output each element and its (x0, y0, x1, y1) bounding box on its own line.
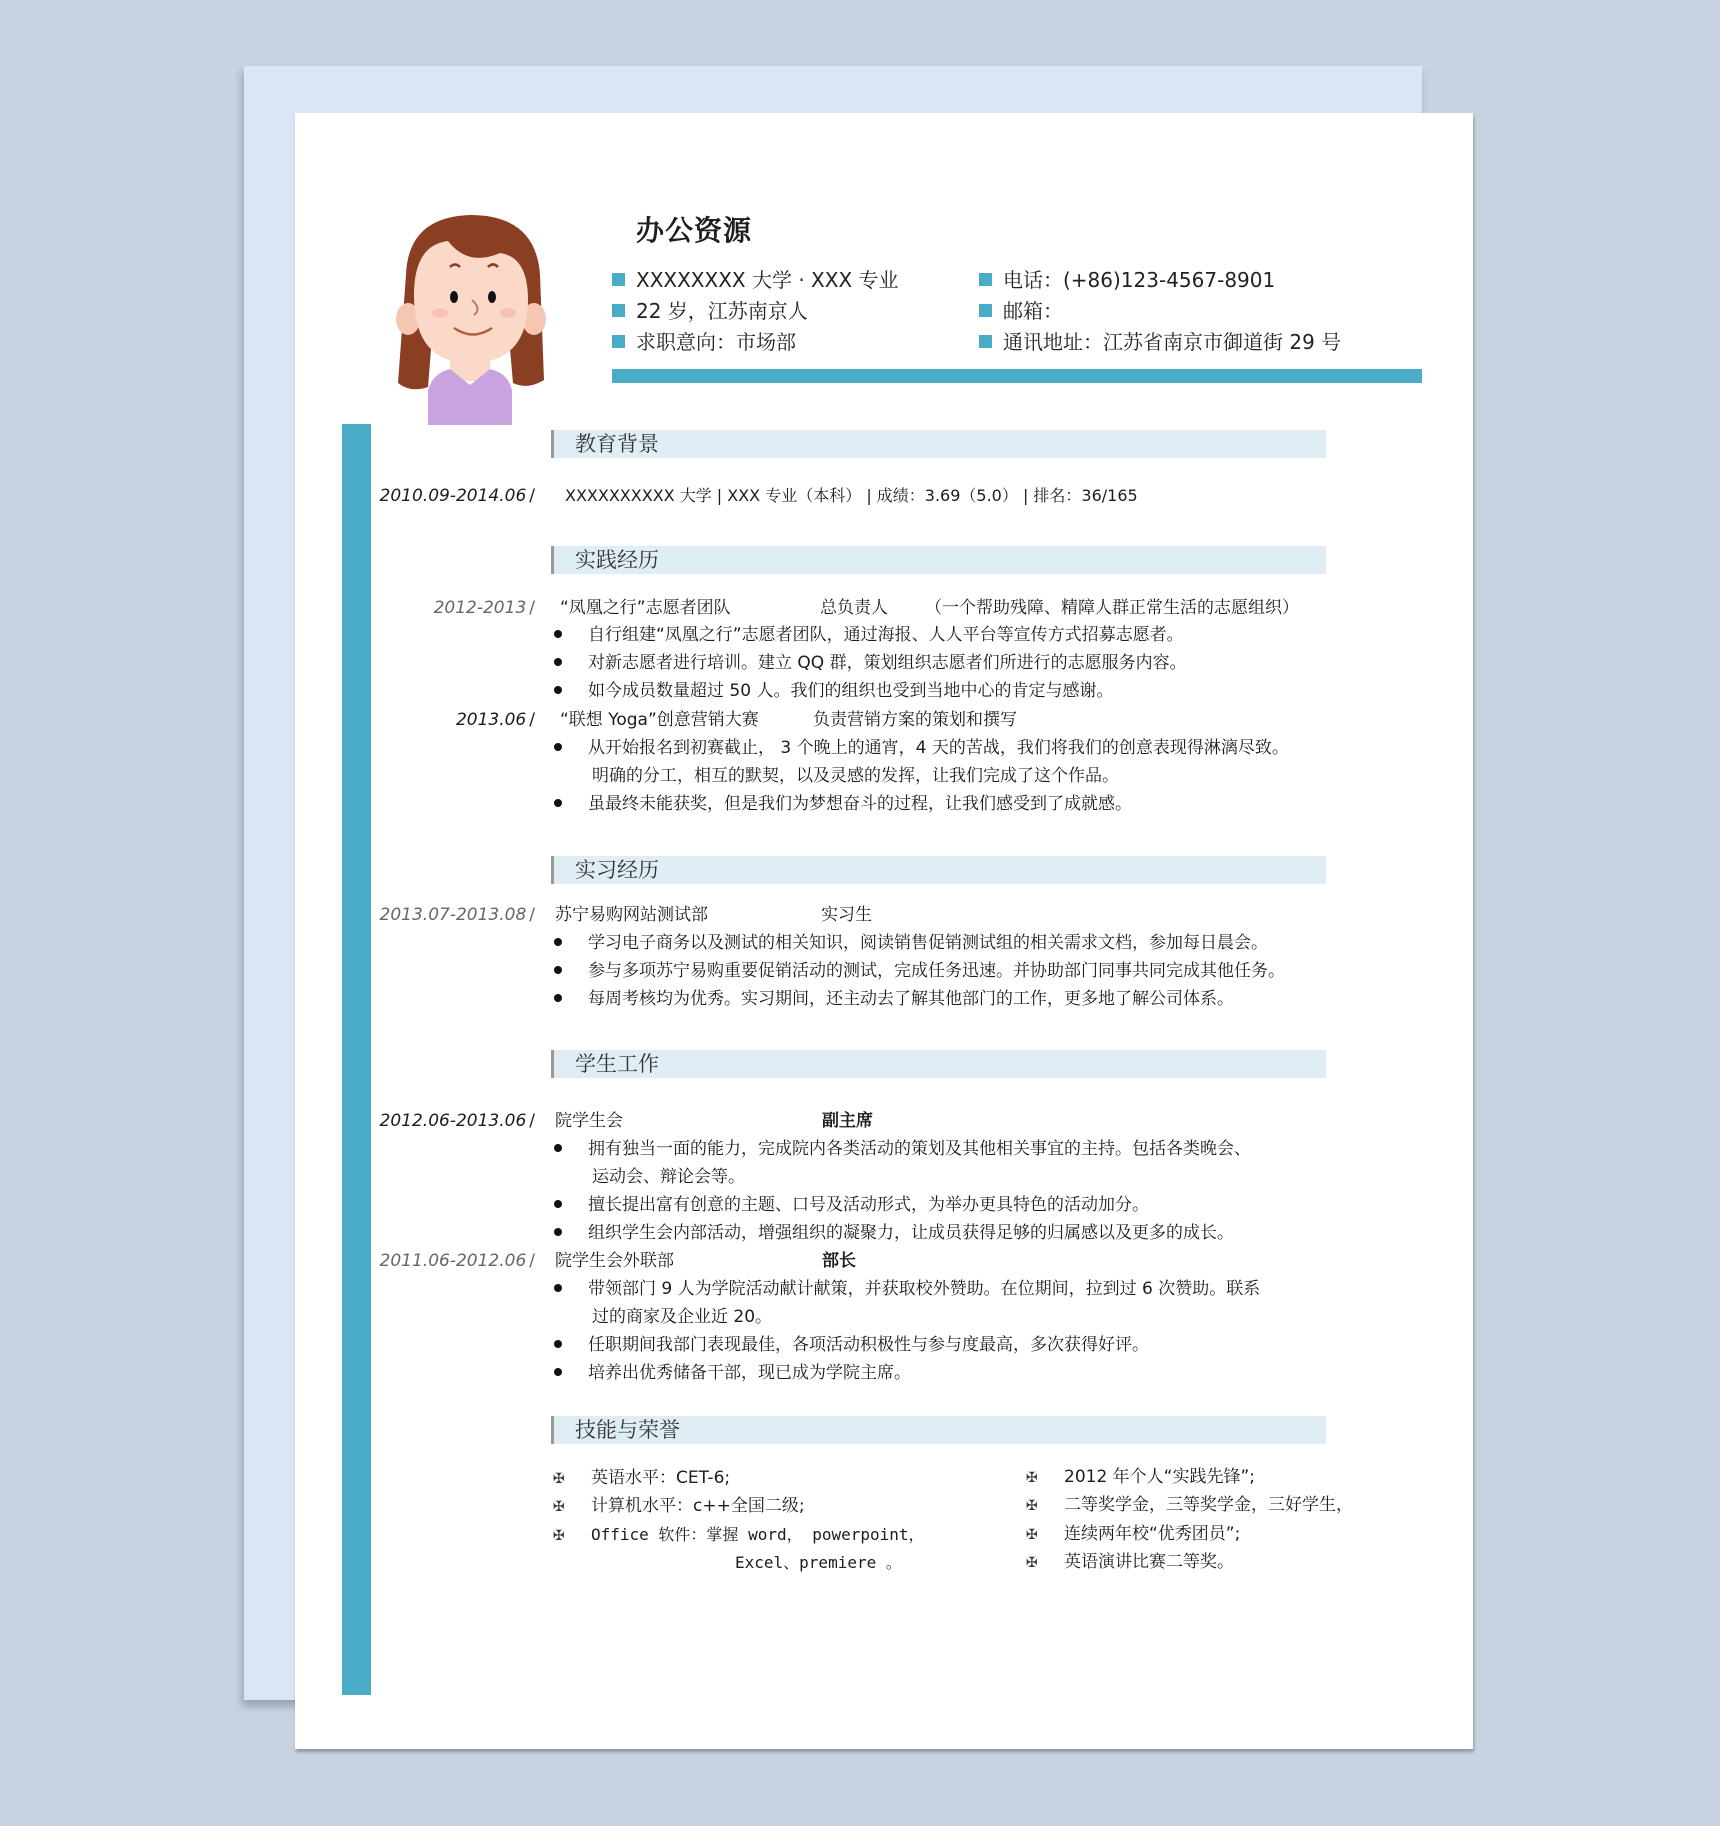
maltese-cross-icon: ✠ (553, 1528, 565, 1544)
honor-item: ✠ 英语演讲比赛二等奖。 (1026, 1552, 1234, 1572)
bullet-dot-icon (554, 799, 562, 807)
section-header-practice: 实践经历 (551, 546, 1326, 574)
bullet-dot-icon (554, 686, 562, 694)
section-header-internship: 实习经历 (551, 856, 1326, 884)
bullet-dot-icon (554, 1228, 562, 1236)
honor-item: ✠ 2012 年个人“实践先锋”; (1026, 1467, 1256, 1487)
list-item: 擅长提出富有创意的主题、口号及活动形式，为举办更具特色的活动加分。 (553, 1194, 1149, 1216)
bullet-dot-icon (554, 1340, 562, 1348)
section-header-education: 教育背景 (551, 430, 1326, 458)
student-work-date-2: 2011.06-2012.06 / (380, 1250, 535, 1272)
list-item: 虽最终未能获奖，但是我们为梦想奋斗的过程，让我们感受到了成就感。 (553, 793, 1132, 815)
list-item: 如今成员数量超过 50 人。我们的组织也受到当地中心的肯定与感谢。 (553, 680, 1113, 702)
practice-role-2: 负责营销方案的策划和撰写 (813, 710, 1017, 730)
education-detail: XXXXXXXXXX 大学 | XXX 专业（本科） | 成绩：3.69（5.0） | 排名：36/165 (565, 486, 1138, 505)
list-item: 培养出优秀储备干部，现已成为学院主席。 (553, 1362, 911, 1384)
list-item: 组织学生会内部活动，增强组织的凝聚力，让成员获得足够的归属感以及更多的成长。 (553, 1222, 1234, 1244)
skill-item: ✠ 英语水平：CET-6; (553, 1468, 731, 1488)
list-item: 对新志愿者进行培训。建立 QQ 群，策划组织志愿者们所进行的志愿服务内容。 (553, 652, 1187, 674)
internship-role: 实习生 (821, 905, 872, 925)
maltese-cross-icon: ✠ (1026, 1470, 1038, 1486)
list-item: 参与多项苏宁易购重要促销活动的测试，完成任务迅速。并协助部门同事共同完成其他任务。 (553, 960, 1285, 982)
personal-info-list (612, 264, 899, 357)
list-item-continuation: 运动会、辩论会等。 (592, 1167, 745, 1187)
info-item-education: XXXXXXXX 大学 · XXX 专业 (612, 264, 899, 295)
info-item-age-hometown: 22 岁，江苏南京人 (612, 295, 899, 326)
internship-date: 2013.07-2013.08 / (380, 904, 535, 926)
student-work-date-1: 2012.06-2013.06 / (380, 1110, 535, 1132)
contact-info-list (979, 264, 1341, 357)
bullet-dot-icon (554, 1144, 562, 1152)
bullet-dot-icon (554, 1200, 562, 1208)
practice-org-1: “凤凰之行”志愿者团队 (560, 598, 731, 618)
list-item: 每周考核均为优秀。实习期间，还主动去了解其他部门的工作，更多地了解公司体系。 (553, 988, 1234, 1010)
section-header-skills: 技能与荣誉 (551, 1416, 1326, 1444)
skill-item: ✠ 计算机水平：c++全国二级; (553, 1496, 805, 1516)
info-item-phone: 电话：(+86)123-4567-8901 (979, 264, 1341, 295)
info-item-job-intention: 求职意向：市场部 (612, 326, 899, 357)
square-bullet-icon (979, 273, 992, 286)
bullet-dot-icon (554, 743, 562, 751)
bullet-dot-icon (554, 938, 562, 946)
square-bullet-icon (612, 273, 625, 286)
maltese-cross-icon: ✠ (1026, 1555, 1038, 1571)
maltese-cross-icon: ✠ (553, 1499, 565, 1515)
list-item: 拥有独当一面的能力，完成院内各类活动的策划及其他相关事宜的主持。包括各类晚会、 (553, 1138, 1251, 1160)
bullet-dot-icon (554, 966, 562, 974)
maltese-cross-icon: ✠ (553, 1471, 565, 1487)
section-header-student-work: 学生工作 (551, 1050, 1326, 1078)
internship-org: 苏宁易购网站测试部 (555, 905, 708, 925)
list-item: 带领部门 9 人为学院活动献计献策，并获取校外赞助。在位期间，拉到过 6 次赞助。联系 (553, 1278, 1260, 1300)
square-bullet-icon (612, 304, 625, 317)
maltese-cross-icon: ✠ (1026, 1498, 1038, 1514)
list-item-continuation: 过的商家及企业近 20。 (592, 1307, 773, 1327)
list-item: 学习电子商务以及测试的相关知识，阅读销售促销测试组的相关需求文档，参加每日晨会。 (553, 932, 1268, 954)
square-bullet-icon (979, 304, 992, 317)
student-work-org-1: 院学生会 (555, 1111, 623, 1131)
candidate-name: 办公资源 (636, 214, 753, 247)
bullet-dot-icon (554, 630, 562, 638)
bullet-dot-icon (554, 994, 562, 1002)
avatar-illustration (388, 205, 553, 425)
square-bullet-icon (979, 335, 992, 348)
skill-item-continuation: Excel、premiere 。 (735, 1553, 902, 1572)
list-item: 自行组建“凤凰之行”志愿者团队，通过海报、人人平台等宣传方式招募志愿者。 (553, 624, 1184, 646)
practice-date-1: 2012-2013 / (434, 597, 535, 619)
maltese-cross-icon: ✠ (1026, 1527, 1038, 1543)
practice-org-2: “联想 Yoga”创意营销大赛 (560, 710, 759, 730)
square-bullet-icon (612, 335, 625, 348)
info-item-address: 通讯地址：江苏省南京市御道街 29 号 (979, 326, 1341, 357)
bullet-dot-icon (554, 658, 562, 666)
practice-note-1: （一个帮助残障、精障人群正常生活的志愿组织） (925, 598, 1299, 618)
student-work-org-2: 院学生会外联部 (555, 1251, 674, 1271)
left-accent-bar (342, 424, 371, 1695)
bullet-dot-icon (554, 1284, 562, 1292)
practice-date-2: 2013.06 / (456, 709, 535, 731)
header-divider (612, 369, 1422, 383)
list-item-continuation: 明确的分工，相互的默契，以及灵感的发挥，让我们完成了这个作品。 (592, 766, 1119, 786)
student-work-role-1: 副主席 (822, 1111, 873, 1131)
student-work-role-2: 部长 (822, 1251, 856, 1271)
list-item: 从开始报名到初赛截止， 3 个晚上的通宵，4 天的苦战，我们将我们的创意表现得淋漓尽致。 (553, 737, 1289, 759)
education-date: 2010.09-2014.06 / (380, 485, 535, 507)
practice-role-1: 总负责人 (820, 598, 888, 618)
honor-item: ✠ 二等奖学金，三等奖学金，三好学生， (1026, 1495, 1353, 1515)
bullet-dot-icon (554, 1368, 562, 1376)
skill-item: ✠ Office 软件：掌握 word， powerpoint， (553, 1524, 925, 1547)
info-item-email: 邮箱： (979, 295, 1341, 326)
list-item: 任职期间我部门表现最佳，各项活动积极性与参与度最高，多次获得好评。 (553, 1334, 1149, 1356)
honor-item: ✠ 连续两年校“优秀团员”; (1026, 1524, 1241, 1544)
